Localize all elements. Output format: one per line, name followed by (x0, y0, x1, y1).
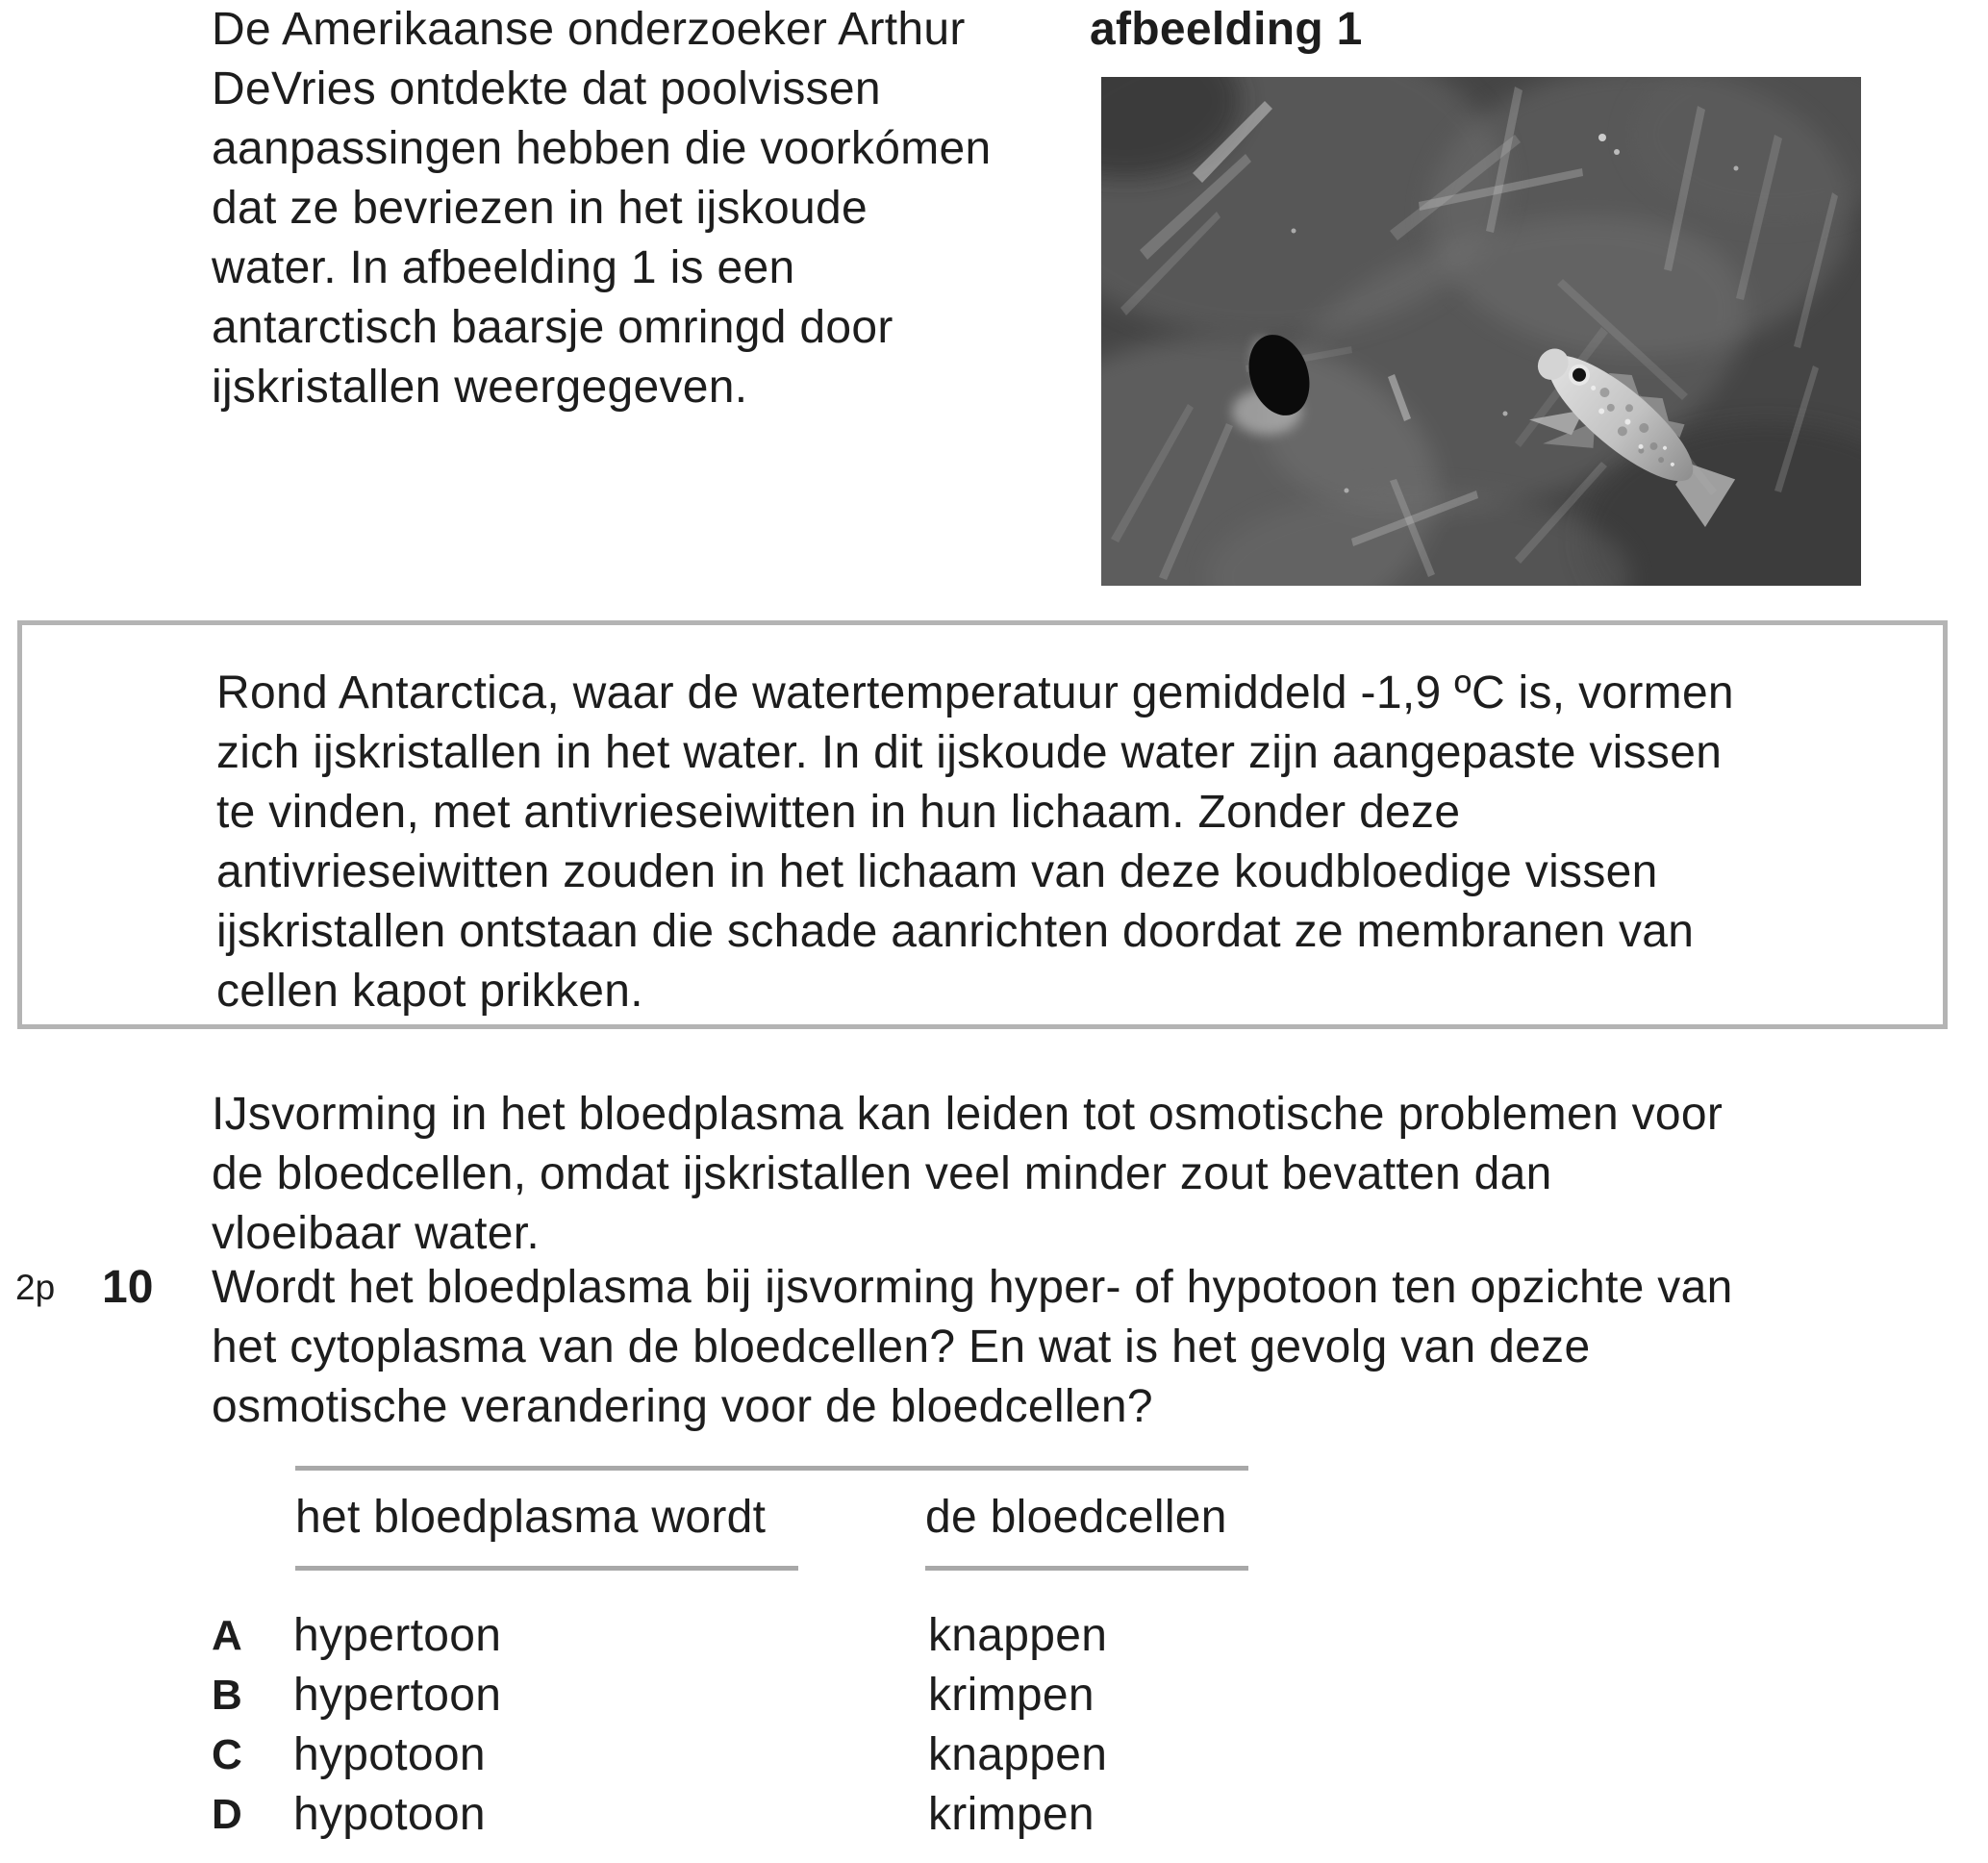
text-line: vloeibaar water. (212, 1208, 540, 1259)
text-line: water. In afbeelding 1 is een (212, 242, 795, 293)
text-line: cellen kapot prikken. (216, 966, 643, 1017)
option-col1-value: hypertoon (293, 1670, 502, 1721)
option-letter: A (212, 1612, 242, 1659)
table-col1-rule (295, 1566, 798, 1571)
text-line: IJsvorming in het bloedplasma kan leiden tot osmotische problemen voor (212, 1089, 1724, 1140)
info-box (17, 620, 1948, 1029)
option-letter: C (212, 1731, 242, 1778)
option-col2-value: krimpen (928, 1670, 1095, 1721)
text-line: zich ijskristallen in het water. In dit ijskoude water zijn aangepaste vissen (216, 727, 1723, 778)
text-line: ijskristallen weergegeven. (212, 362, 748, 413)
info-box-text (216, 664, 1734, 1021)
option-col1-value: hypertoon (293, 1610, 502, 1661)
text-line: de bloedcellen, omdat ijskristallen veel minder zout bevatten dan (212, 1148, 1552, 1199)
table-header-col2: de bloedcellen (925, 1492, 1227, 1543)
table-col2-rule (925, 1566, 1248, 1571)
text-line: antarctisch baarsje omringd door (212, 302, 893, 353)
text-line: De Amerikaanse onderzoeker Arthur (212, 4, 966, 55)
text-line: osmotische verandering voor de bloedcellen? (212, 1381, 1153, 1432)
text-line: het cytoplasma van de bloedcellen? En wat is het gevolg van deze (212, 1322, 1591, 1372)
question-text (212, 1258, 1733, 1437)
text-line: DeVries ontdekte dat poolvissen (212, 63, 881, 114)
text-line: dat ze bevriezen in het ijskoude (212, 183, 868, 234)
text-line: aanpassingen hebben die voorkómen (212, 123, 992, 174)
question-number: 10 (102, 1262, 154, 1313)
text-line: te vinden, met antivrieseiwitten in hun lichaam. Zonder deze (216, 787, 1461, 838)
figure-photo (1101, 77, 1861, 586)
figure-label: afbeelding 1 (1090, 4, 1363, 55)
text-line: antivrieseiwitten zouden in het lichaam van deze koudbloedige vissen (216, 846, 1658, 897)
table-top-rule (295, 1466, 1248, 1471)
intro-paragraph (212, 0, 992, 417)
table-header-col1: het bloedplasma wordt (295, 1492, 767, 1543)
option-col2-value: knappen (928, 1610, 1108, 1661)
lead-paragraph (212, 1085, 1723, 1264)
option-col2-value: knappen (928, 1729, 1108, 1780)
text-line: Wordt het bloedplasma bij ijsvorming hyper- of hypotoon ten opzichte van (212, 1262, 1733, 1313)
option-col1-value: hypotoon (293, 1729, 486, 1780)
option-col2-value: krimpen (928, 1789, 1095, 1840)
option-letter: B (212, 1672, 242, 1719)
option-col1-value: hypotoon (293, 1789, 486, 1840)
text-line: Rond Antarctica, waar de watertemperatuur gemiddeld -1,9 ºC is, vormen (216, 667, 1734, 718)
option-letter: D (212, 1791, 242, 1838)
text-line: ijskristallen ontstaan die schade aanrichten doordat ze membranen van (216, 906, 1695, 957)
question-points: 2p (15, 1268, 56, 1307)
